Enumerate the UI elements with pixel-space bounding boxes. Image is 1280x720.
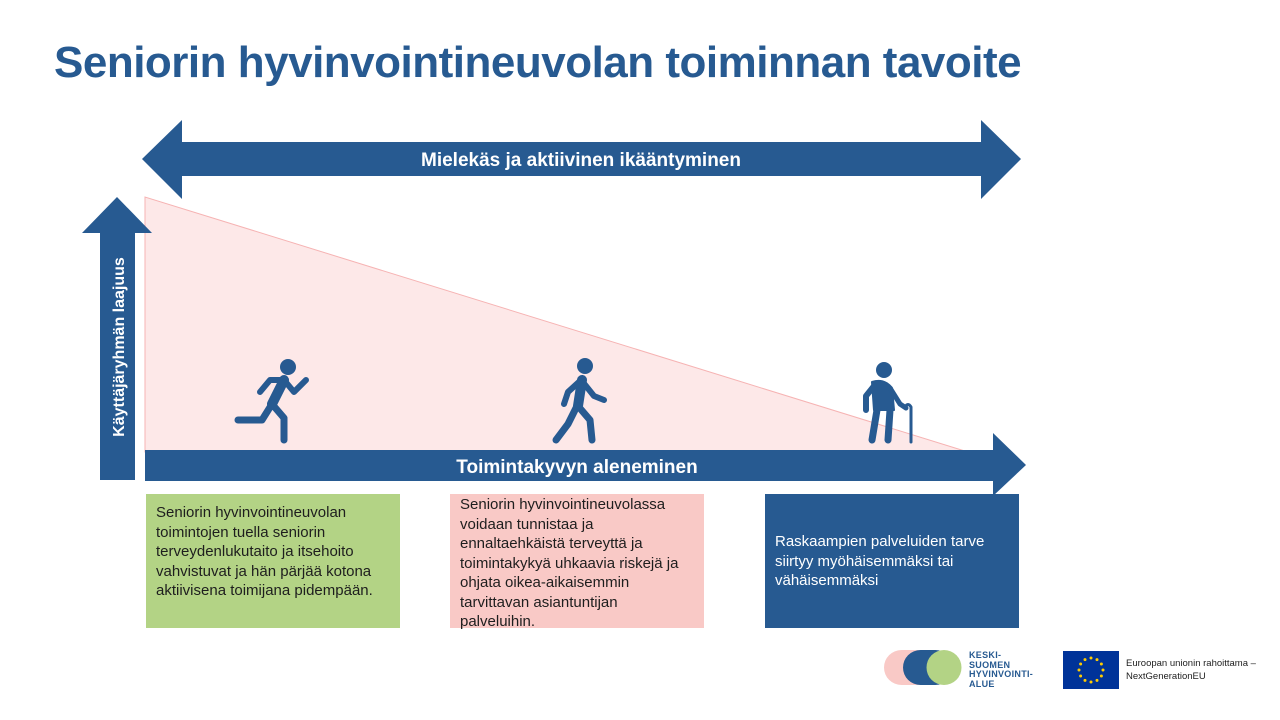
top-arrow-label: Mielekäs ja aktiivinen ikääntyminen	[421, 150, 741, 171]
eu-star	[1100, 675, 1103, 678]
region-logo-line: SUOMEN	[969, 659, 1011, 670]
eu-star	[1079, 663, 1082, 666]
eu-star	[1078, 669, 1081, 672]
eu-star	[1084, 658, 1087, 661]
eu-star	[1100, 663, 1103, 666]
region-logo-line: HYVINVOINTI-	[969, 669, 1034, 679]
eu-funding-line: Euroopan unionin rahoittama –	[1126, 658, 1256, 669]
eu-star	[1096, 679, 1099, 682]
eu-star	[1096, 658, 1099, 661]
region-logo-text	[969, 651, 1049, 689]
pink-outcome-box: Seniorin hyvinvointineuvolassa voidaan tunnistaa ja ennaltaehkäistä terveyttä ja toimintakykyä uhkaavia riskejä ja ohjata oikea-aikaisemmin tarvittavan asiantuntijan palveluihin.	[450, 494, 704, 628]
eu-funding-text	[1126, 657, 1256, 683]
page-title: Seniorin hyvinvointineuvolan toiminnan tavoite	[54, 38, 1022, 87]
eu-star	[1084, 679, 1087, 682]
vertical-arrow-label: Käyttäjäryhmän laajuus	[111, 257, 128, 437]
eu-funding-line: NextGenerationEU	[1126, 671, 1206, 682]
elderly-person-with-cane-icon	[866, 362, 911, 442]
blue-outcome-box: Raskaampien palveluiden tarve siirtyy myöhäisemmäksi tai vähäisemmäksi	[765, 494, 1019, 628]
top-double-arrow	[142, 120, 1021, 199]
region-logo-line: KESKI-	[969, 650, 1002, 660]
eu-star	[1090, 657, 1093, 660]
green-outcome-box: Seniorin hyvinvointineuvolan toimintojen tuella seniorin terveydenlukutaito ja itsehoito vahvistuvat ja hän pärjää kotona aktiivisena toimijana pidempään.	[146, 494, 400, 628]
region-logo	[883, 648, 963, 688]
eu-star	[1102, 669, 1105, 672]
eu-flag-icon	[1063, 651, 1119, 689]
bottom-arrow-label: Toimintakyvyn aleneminen	[456, 457, 698, 478]
region-logo-line: ALUE	[969, 678, 995, 689]
eu-star	[1079, 675, 1082, 678]
eu-star	[1090, 681, 1093, 684]
vertical-arrow	[82, 197, 152, 480]
